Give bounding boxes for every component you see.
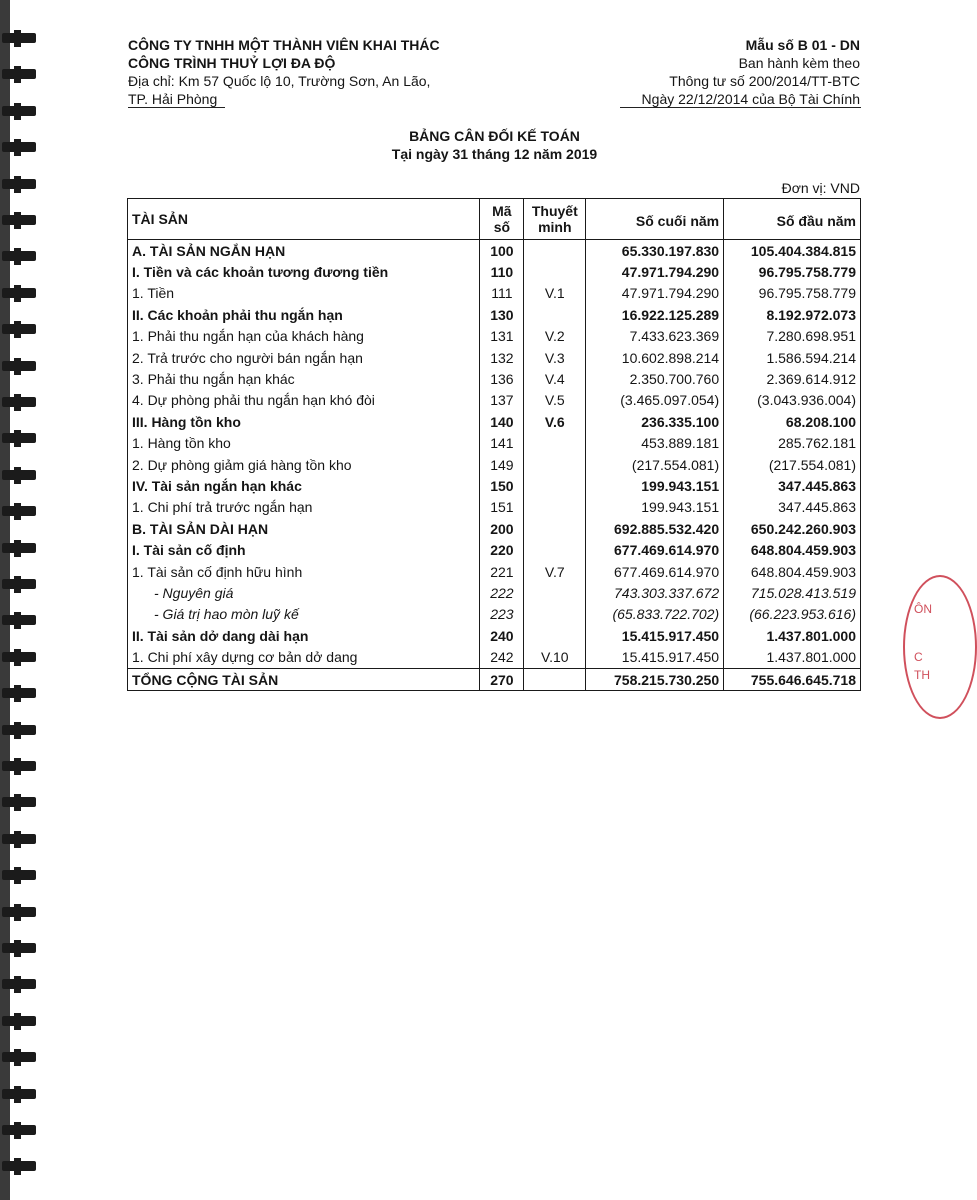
row-begin-amount: 2.369.614.912 — [724, 368, 861, 389]
spiral-binding — [0, 0, 48, 1200]
binding-ring — [2, 30, 38, 47]
table-row — [128, 582, 861, 603]
binding-ring — [2, 176, 38, 193]
binding-ring — [2, 1122, 38, 1139]
row-note: V.3 — [524, 347, 586, 368]
company-name-line1: CÔNG TY TNHH MỘT THÀNH VIÊN KHAI THÁC — [128, 37, 440, 53]
row-end-amount: 677.469.614.970 — [586, 539, 724, 560]
seal-text-2: C — [914, 650, 923, 664]
binding-ring — [2, 103, 38, 120]
row-note — [524, 625, 586, 646]
row-note: V.4 — [524, 368, 586, 389]
row-begin-amount: 648.804.459.903 — [724, 561, 861, 582]
table-row — [128, 475, 861, 496]
table-row — [128, 347, 861, 368]
row-name: I. Tài sản cố định — [128, 539, 480, 560]
table-row — [128, 561, 861, 582]
binding-ring — [2, 867, 38, 884]
table-row — [128, 261, 861, 282]
row-note: V.1 — [524, 283, 586, 304]
row-name: 2. Dự phòng giảm giá hàng tồn kho — [128, 454, 480, 475]
row-code: 100 — [480, 240, 524, 262]
row-end-amount: 692.885.532.420 — [586, 518, 724, 539]
row-begin-amount: 96.795.758.779 — [724, 261, 861, 282]
row-code: 131 — [480, 326, 524, 347]
binding-ring — [2, 394, 38, 411]
row-end-amount: 677.469.614.970 — [586, 561, 724, 582]
row-code: 137 — [480, 390, 524, 411]
table-row — [128, 433, 861, 454]
row-begin-amount: 347.445.863 — [724, 475, 861, 496]
company-address-line1: Địa chỉ: Km 57 Quốc lộ 10, Trường Sơn, An Lão, — [128, 73, 431, 89]
row-name: A. TÀI SẢN NGẮN HẠN — [128, 240, 480, 262]
row-begin-amount: 1.437.801.000 — [724, 646, 861, 668]
table-row — [128, 646, 861, 668]
row-name: 1. Hàng tồn kho — [128, 433, 480, 454]
row-name: 3. Phải thu ngắn hạn khác — [128, 368, 480, 389]
form-code: Mẫu số B 01 - DN — [745, 37, 860, 53]
binding-ring — [2, 540, 38, 557]
row-note — [524, 433, 586, 454]
row-code: 223 — [480, 604, 524, 625]
form-circular: Thông tư số 200/2014/TT-BTC — [669, 73, 860, 89]
table-row — [128, 539, 861, 560]
row-note — [524, 454, 586, 475]
header-code-bottom: số — [493, 219, 511, 235]
row-note: V.10 — [524, 646, 586, 668]
row-end-amount: 453.889.181 — [586, 433, 724, 454]
table-row — [128, 283, 861, 304]
row-end-amount: 65.330.197.830 — [586, 240, 724, 262]
table-row — [128, 604, 861, 625]
row-end-amount: 199.943.151 — [586, 475, 724, 496]
row-code: 242 — [480, 646, 524, 668]
row-code: 200 — [480, 518, 524, 539]
row-name: - Nguyên giá — [128, 582, 480, 603]
row-code: 132 — [480, 347, 524, 368]
row-name: IV. Tài sản ngắn hạn khác — [128, 475, 480, 496]
binding-ring — [2, 685, 38, 702]
header-code — [480, 199, 524, 240]
row-code: 240 — [480, 625, 524, 646]
row-note — [524, 497, 586, 518]
seal-text-3: TH — [914, 668, 930, 682]
row-note — [524, 261, 586, 282]
form-block — [642, 36, 860, 108]
binding-ring — [2, 940, 38, 957]
row-end-amount: 10.602.898.214 — [586, 347, 724, 368]
binding-ring — [2, 1086, 38, 1103]
binding-ring — [2, 758, 38, 775]
row-begin-amount: 715.028.413.519 — [724, 582, 861, 603]
form-date-underline — [620, 107, 861, 108]
binding-ring — [2, 649, 38, 666]
report-title: BẢNG CÂN ĐỐI KẾ TOÁN — [409, 128, 580, 144]
row-end-amount: 7.433.623.369 — [586, 326, 724, 347]
row-name: I. Tiền và các khoản tương đương tiền — [128, 261, 480, 282]
binding-ring — [2, 358, 38, 375]
row-end-amount: 47.971.794.290 — [586, 261, 724, 282]
row-end-amount: 236.335.100 — [586, 411, 724, 432]
row-end-amount: 743.303.337.672 — [586, 582, 724, 603]
row-code: 110 — [480, 261, 524, 282]
row-begin-amount: 1.437.801.000 — [724, 625, 861, 646]
row-code: 221 — [480, 561, 524, 582]
row-note: V.7 — [524, 561, 586, 582]
header-end-of-year: Số cuối năm — [586, 199, 724, 240]
row-name: III. Hàng tồn kho — [128, 411, 480, 432]
row-end-amount: 758.215.730.250 — [586, 668, 724, 690]
binding-ring — [2, 1158, 38, 1175]
table-row — [128, 625, 861, 646]
table-row — [128, 497, 861, 518]
row-end-amount: (3.465.097.054) — [586, 390, 724, 411]
table-row — [128, 390, 861, 411]
row-name: - Giá trị hao mòn luỹ kế — [128, 604, 480, 625]
row-end-amount: 16.922.125.289 — [586, 304, 724, 325]
binding-ring — [2, 612, 38, 629]
row-end-amount: 15.415.917.450 — [586, 646, 724, 668]
table-row — [128, 240, 861, 262]
row-end-amount: 2.350.700.760 — [586, 368, 724, 389]
row-code: 222 — [480, 582, 524, 603]
row-code: 220 — [480, 539, 524, 560]
row-end-amount: 47.971.794.290 — [586, 283, 724, 304]
binding-ring — [2, 1049, 38, 1066]
binding-ring — [2, 831, 38, 848]
binding-ring — [2, 503, 38, 520]
table-row — [128, 411, 861, 432]
row-note — [524, 604, 586, 625]
binding-ring — [2, 794, 38, 811]
form-issued: Ban hành kèm theo — [738, 55, 860, 71]
row-name: 2. Trả trước cho người bán ngắn hạn — [128, 347, 480, 368]
row-name: 1. Tài sản cố định hữu hình — [128, 561, 480, 582]
row-begin-amount: 96.795.758.779 — [724, 283, 861, 304]
binding-ring — [2, 976, 38, 993]
row-note — [524, 240, 586, 262]
binding-ring — [2, 467, 38, 484]
binding-ring — [2, 139, 38, 156]
report-subtitle: Tại ngày 31 tháng 12 năm 2019 — [391, 146, 598, 162]
binding-ring — [2, 321, 38, 338]
row-begin-amount: (66.223.953.616) — [724, 604, 861, 625]
binding-ring — [2, 1013, 38, 1030]
binding-ring — [2, 430, 38, 447]
table-header-row — [128, 199, 861, 240]
row-code: 150 — [480, 475, 524, 496]
header-begin-of-year: Số đầu năm — [724, 199, 861, 240]
table-row — [128, 326, 861, 347]
header-assets: TÀI SẢN — [128, 199, 480, 240]
row-code: 140 — [480, 411, 524, 432]
row-note — [524, 582, 586, 603]
row-name: II. Các khoản phải thu ngắn hạn — [128, 304, 480, 325]
table-row — [128, 304, 861, 325]
company-address-line2: TP. Hải Phòng — [128, 91, 218, 107]
binding-ring — [2, 285, 38, 302]
binding-ring — [2, 248, 38, 265]
table-row — [128, 518, 861, 539]
row-note — [524, 518, 586, 539]
row-code: 141 — [480, 433, 524, 454]
row-note: V.2 — [524, 326, 586, 347]
balance-sheet-table — [127, 198, 861, 691]
report-title-block — [128, 127, 861, 163]
row-name: B. TÀI SẢN DÀI HẠN — [128, 518, 480, 539]
row-begin-amount: 285.762.181 — [724, 433, 861, 454]
seal-text-1: ÔN — [914, 602, 932, 616]
row-begin-amount: (217.554.081) — [724, 454, 861, 475]
row-begin-amount: (3.043.936.004) — [724, 390, 861, 411]
header-note-top: Thuyết — [531, 203, 578, 219]
row-code: 270 — [480, 668, 524, 690]
currency-unit: Đơn vị: VND — [781, 180, 860, 196]
row-begin-amount: 755.646.645.718 — [724, 668, 861, 690]
address-underline — [128, 107, 225, 108]
header-note-bottom: minh — [538, 219, 572, 235]
row-note: V.5 — [524, 390, 586, 411]
row-end-amount: (65.833.722.702) — [586, 604, 724, 625]
row-note — [524, 668, 586, 690]
row-begin-amount: 1.586.594.214 — [724, 347, 861, 368]
company-name-line2: CÔNG TRÌNH THUỶ LỢI ĐA ĐỘ — [128, 55, 336, 71]
row-note — [524, 475, 586, 496]
row-begin-amount: 7.280.698.951 — [724, 326, 861, 347]
row-name: TỔNG CỘNG TÀI SẢN — [128, 668, 480, 690]
seal-text — [914, 600, 932, 684]
header-note — [524, 199, 586, 240]
form-date: Ngày 22/12/2014 của Bộ Tài Chính — [641, 91, 860, 107]
binding-ring — [2, 904, 38, 921]
row-end-amount: 15.415.917.450 — [586, 625, 724, 646]
row-begin-amount: 648.804.459.903 — [724, 539, 861, 560]
table-row — [128, 368, 861, 389]
row-code: 151 — [480, 497, 524, 518]
row-code: 149 — [480, 454, 524, 475]
row-begin-amount: 105.404.384.815 — [724, 240, 861, 262]
row-code: 111 — [480, 283, 524, 304]
row-name: 1. Chi phí trả trước ngắn hạn — [128, 497, 480, 518]
table-row — [128, 668, 861, 690]
row-name: 1. Chi phí xây dựng cơ bản dở dang — [128, 646, 480, 668]
row-begin-amount: 347.445.863 — [724, 497, 861, 518]
row-begin-amount: 650.242.260.903 — [724, 518, 861, 539]
row-name: II. Tài sản dở dang dài hạn — [128, 625, 480, 646]
row-begin-amount: 8.192.972.073 — [724, 304, 861, 325]
row-code: 130 — [480, 304, 524, 325]
table-row — [128, 454, 861, 475]
binding-ring — [2, 212, 38, 229]
row-name: 4. Dự phòng phải thu ngắn hạn khó đòi — [128, 390, 480, 411]
binding-ring — [2, 576, 38, 593]
row-note: V.6 — [524, 411, 586, 432]
row-name: 1. Tiền — [128, 283, 480, 304]
row-end-amount: (217.554.081) — [586, 454, 724, 475]
row-end-amount: 199.943.151 — [586, 497, 724, 518]
binding-ring — [2, 66, 38, 83]
row-begin-amount: 68.208.100 — [724, 411, 861, 432]
company-block — [128, 36, 440, 108]
row-code: 136 — [480, 368, 524, 389]
row-note — [524, 304, 586, 325]
row-name: 1. Phải thu ngắn hạn của khách hàng — [128, 326, 480, 347]
header-code-top: Mã — [492, 203, 512, 219]
row-note — [524, 539, 586, 560]
binding-ring — [2, 722, 38, 739]
